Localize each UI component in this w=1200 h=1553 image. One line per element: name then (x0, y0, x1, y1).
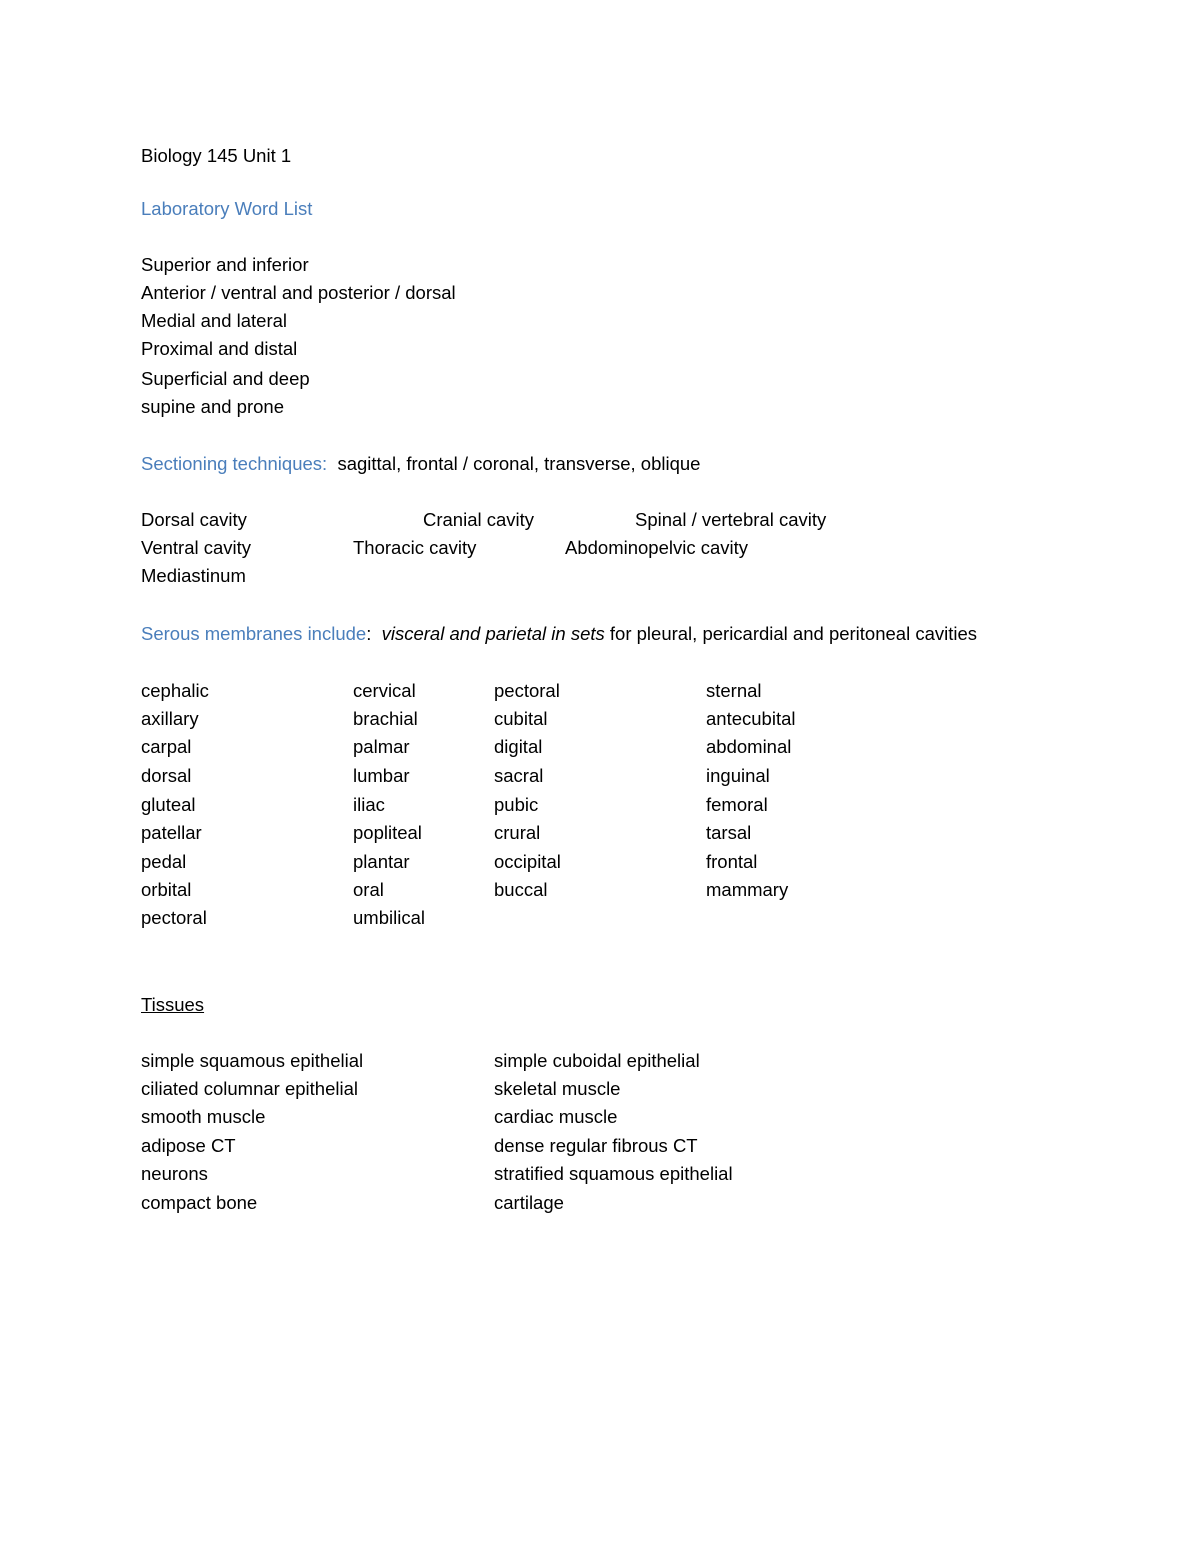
tissue-term: dense regular fibrous CT (494, 1135, 698, 1156)
region-term: pectoral (494, 680, 560, 701)
serous-rest-text: for pleural, pericardial and peritoneal cavities (609, 623, 978, 644)
tissue-term: compact bone (141, 1192, 258, 1213)
region-term: buccal (494, 879, 548, 900)
region-term: carpal (141, 736, 192, 757)
region-term: palmar (353, 736, 410, 757)
sectioning-line (141, 453, 700, 475)
directional-term: Superficial and deep (141, 368, 310, 389)
tissue-term: simple cuboidal epithelial (494, 1050, 700, 1071)
serous-colon: : (366, 623, 372, 644)
cavity-term: Spinal / vertebral cavity (635, 509, 827, 530)
sectioning-colon: : (322, 453, 328, 474)
region-term: lumbar (353, 765, 410, 786)
tissue-term: ciliated columnar epithelial (141, 1078, 358, 1099)
region-term: tarsal (706, 822, 752, 843)
sectioning-value: sagittal, frontal / coronal, transverse, oblique (337, 453, 701, 474)
region-term: gluteal (141, 794, 196, 815)
tissue-term: adipose CT (141, 1135, 236, 1156)
region-term: pectoral (141, 907, 207, 928)
word-list-heading: Laboratory Word List (141, 198, 313, 219)
directional-term: Anterior / ventral and posterior / dorsal (141, 282, 456, 303)
directional-term: Proximal and distal (141, 338, 298, 359)
serous-label: Serous membranes include (141, 623, 367, 644)
cavity-term: Dorsal cavity (141, 509, 247, 530)
region-term: umbilical (353, 907, 425, 928)
tissue-term: simple squamous epithelial (141, 1050, 364, 1071)
region-term: brachial (353, 708, 418, 729)
region-term: plantar (353, 851, 410, 872)
region-term: pedal (141, 851, 187, 872)
serous-italic-text: visceral and parietal in sets (381, 623, 605, 644)
cavity-term: Abdominopelvic cavity (565, 537, 749, 558)
region-term: patellar (141, 822, 202, 843)
sectioning-label: Sectioning techniques (141, 453, 323, 474)
tissue-term: cardiac muscle (494, 1106, 618, 1127)
cavity-term: Cranial cavity (423, 509, 535, 530)
tissue-term: smooth muscle (141, 1106, 266, 1127)
cavity-term: Mediastinum (141, 565, 246, 586)
tissue-term: skeletal muscle (494, 1078, 621, 1099)
tissue-term: stratified squamous epithelial (494, 1163, 733, 1184)
region-term: femoral (706, 794, 768, 815)
course-title: Biology 145 Unit 1 (141, 145, 292, 166)
region-term: antecubital (706, 708, 796, 729)
directional-term: Superior and inferior (141, 254, 309, 275)
directional-term: supine and prone (141, 396, 284, 417)
region-term: crural (494, 822, 541, 843)
tissue-term: neurons (141, 1163, 208, 1184)
tissue-term: cartilage (494, 1192, 564, 1213)
region-term: pubic (494, 794, 539, 815)
region-term: frontal (706, 851, 758, 872)
region-term: oral (353, 879, 384, 900)
region-term: mammary (706, 879, 789, 900)
region-term: dorsal (141, 765, 192, 786)
region-term: inguinal (706, 765, 770, 786)
region-term: cubital (494, 708, 548, 729)
serous-line (141, 623, 977, 645)
cavity-term: Thoracic cavity (353, 537, 477, 558)
region-term: cervical (353, 680, 416, 701)
region-term: axillary (141, 708, 199, 729)
region-term: orbital (141, 879, 192, 900)
region-term: digital (494, 736, 543, 757)
region-term: sacral (494, 765, 544, 786)
region-term: sternal (706, 680, 762, 701)
tissues-heading: Tissues (141, 994, 205, 1015)
region-term: iliac (353, 794, 385, 815)
region-term: cephalic (141, 680, 209, 701)
directional-term: Medial and lateral (141, 310, 288, 331)
region-term: occipital (494, 851, 561, 872)
region-term: abdominal (706, 736, 792, 757)
cavity-term: Ventral cavity (141, 537, 252, 558)
region-term: popliteal (353, 822, 422, 843)
